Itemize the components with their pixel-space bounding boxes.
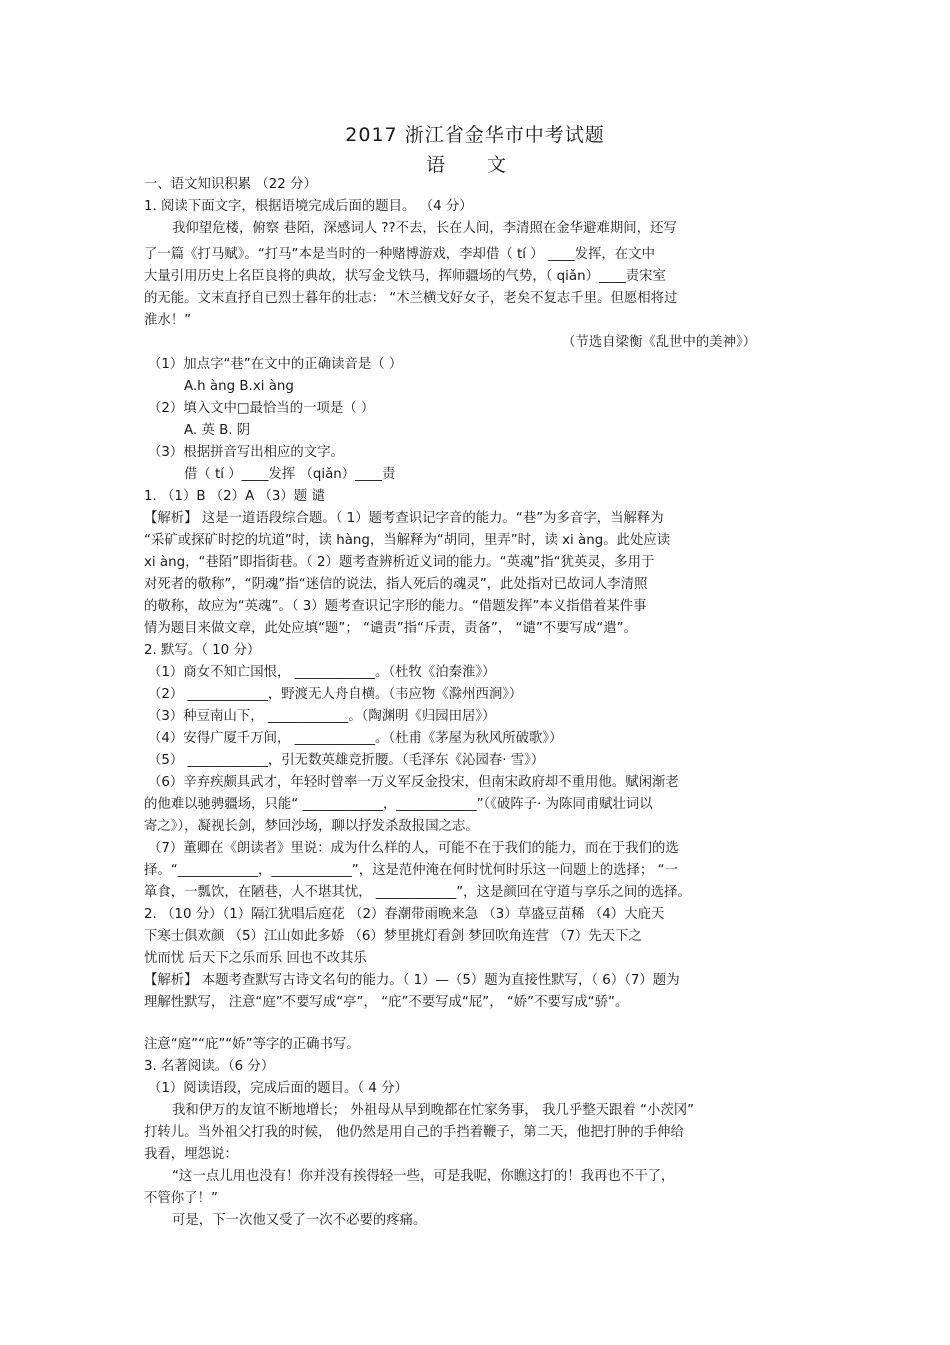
analysis-line: 注意“庭”“庇”“娇”等字的正确书写。: [144, 1037, 360, 1052]
reading-passage: 我和伊万的友谊不断地增长； 外祖母从早到晚都在忙家务事， 我几乎整天跟着 “小茨冈”: [172, 1103, 695, 1118]
recitation-item: （3）种豆南山下， ____________。（陶渊明《归园田居》）: [148, 709, 496, 724]
analysis-line: 【解析】 本题考查默写古诗文名句的能力。（ 1）—（5）题为直接性默写，（ 6）（7）题为: [144, 973, 680, 988]
analysis-line: 对死者的敬称”，“阴魂”指“迷信的说法，指人死后的魂灵”，此处指对已故词人李清照: [144, 577, 648, 592]
sub-question-blanks: 借（ tí ）____发挥 （qiǎn）____责: [184, 467, 396, 482]
analysis-line: xi àng，“巷陌”即指街巷。（ 2）题考查辨析近义词的能力。“英魂”指“犹英灵，多用于: [144, 555, 655, 570]
question-1: 1. 阅读下面文字，根据语境完成后面的题目。 （4 分）: [144, 199, 473, 214]
passage-source: （节选自梁衡《乱世中的美神》）: [562, 335, 757, 350]
answer-options: A.h àng B.xi àng: [184, 379, 294, 394]
passage-line: 了一篇《打马赋》。“打马”本是当时的一种赌博游戏，李却借（ tí ） ____发挥，在文中: [144, 247, 655, 262]
reading-passage: “这一点儿用也没有！你并没有挨得轻一些，可是我呢，你瞧这打的！我再也不干了，: [172, 1169, 675, 1184]
answer-1: 1. （1）B （2）A （3）题 谴: [144, 489, 325, 504]
recitation-item: （4）安得广厦千万间， ____________。（杜甫《茅屋为秋风所破歌》）: [148, 731, 563, 746]
recitation-item: 择。“____________，____________”，这是范仲淹在何时忧何时乐这一问题上的选择； “一: [144, 863, 678, 878]
passage-line: 的无能。文末直抒自已烈士暮年的壮志： “木兰横戈好女子，老矣不复志千里。但愿相将过: [144, 291, 678, 306]
sub-question: （3）根据拼音写出相应的文字。: [148, 445, 344, 460]
reading-passage: 打转儿。当外祖父打我的时候， 他仍然是用自己的手挡着鞭子，第二天，他把打肿的手伸给: [144, 1125, 684, 1140]
recitation-item: （7）董卿在《朗读者》里说：成为什么样的人，可能不在于我们的能力，而在于我们的选: [148, 841, 679, 856]
recitation-item: 箪食，一瓢饮，在陋巷，人不堪其忧， ____________”，这是颜回在守道与享乐之间的选择。: [144, 885, 691, 900]
recitation-item: （1）商女不知亡国恨， ____________。（杜牧《泊秦淮》）: [148, 665, 496, 680]
analysis-line: 的敬称，故应为“英魂”。（ 3）题考查识记字形的能力。“借题发挥”本义指借着某件事: [144, 599, 647, 614]
reading-passage: 可是，下一次他又受了一次不必要的疼痛。: [172, 1213, 427, 1228]
recitation-item: （5） ____________，引无数英雄竞折腰。（毛泽东《沁园春· 雪》）: [148, 753, 545, 768]
question-3: 3. 名著阅读。（6 分）: [144, 1059, 275, 1074]
sub-question: （1）阅读语段，完成后面的题目。（ 4 分）: [148, 1081, 408, 1096]
analysis-line: 理解性默写， 注意“庭”不要写成“亭”， “庇”不要写成“屁”， “娇”不要写成“骄”。: [144, 995, 629, 1010]
section-heading: 一、语文知识积累 （22 分）: [144, 177, 317, 192]
reading-passage: 我看，埋怨说：: [144, 1147, 238, 1162]
answer-2: 下寒士俱欢颜 （5）江山如此多娇 （6）梦里挑灯看剑 梦回吹角连营 （7）先天下之: [144, 929, 642, 944]
recitation-item: （2） ____________，野渡无人舟自横。（韦应物《滁州西涧》）: [148, 687, 523, 702]
exam-title: 2017 浙江省金华市中考试题: [345, 124, 605, 146]
answer-2: 2. （10 分）（1）隔江犹唱后庭花 （2）春潮带雨晚来急 （3）草盛豆苗稀 （4）大庇天: [144, 907, 665, 922]
recitation-item: 的他难以驰骋疆场，只能“ ____________，____________”（《破阵子· 为陈同甫赋壮词以: [144, 797, 653, 812]
analysis-line: 【解析】 这是一道语段综合题。（ 1）题考查识记字音的能力。“巷”为多音字，当解释为: [144, 511, 664, 526]
sub-question: （2）填入文中□最恰当的一项是（ ）: [148, 401, 375, 416]
question-2: 2. 默写。（ 10 分）: [144, 643, 261, 658]
analysis-line: 情为题目来做文章，此处应填“题”； “谴责”指“斥责，责备”， “谴”不要写成“遣”。: [144, 621, 637, 636]
exam-subject: 语 文: [425, 154, 525, 176]
passage-line: 淮水！”: [144, 313, 192, 328]
answer-2: 忧而忧 后天下之乐而乐 回也不改其乐: [144, 951, 367, 966]
passage-line: 我仰望危楼，俯察 巷陌，深感词人 ??不去，长在人间，李清照在金华避难期间，还写: [172, 221, 677, 236]
sub-question: （1）加点字“巷”在文中的正确读音是（ ）: [148, 357, 403, 372]
analysis-line: “采矿或探矿时挖的坑道”时，读 hàng，当解释为“胡同，里弄”时，读 xi àng。此处应读: [144, 533, 671, 548]
recitation-item: （6）辛弃疾颇具武才，年轻时曾率一万义军反金投宋，但南宋政府却不重用他。赋闲渐老: [148, 775, 679, 790]
reading-passage: 不管你了！”: [144, 1191, 218, 1206]
answer-options: A. 英 B. 阴: [184, 423, 251, 438]
passage-line: 大量引用历史上名臣良将的典故，状写金戈铁马，挥师疆场的气势，（ qiǎn）____责宋室: [144, 269, 666, 284]
recitation-item: 寄之》），凝视长剑，梦回沙场，聊以抒发杀敌报国之志。: [144, 819, 479, 834]
